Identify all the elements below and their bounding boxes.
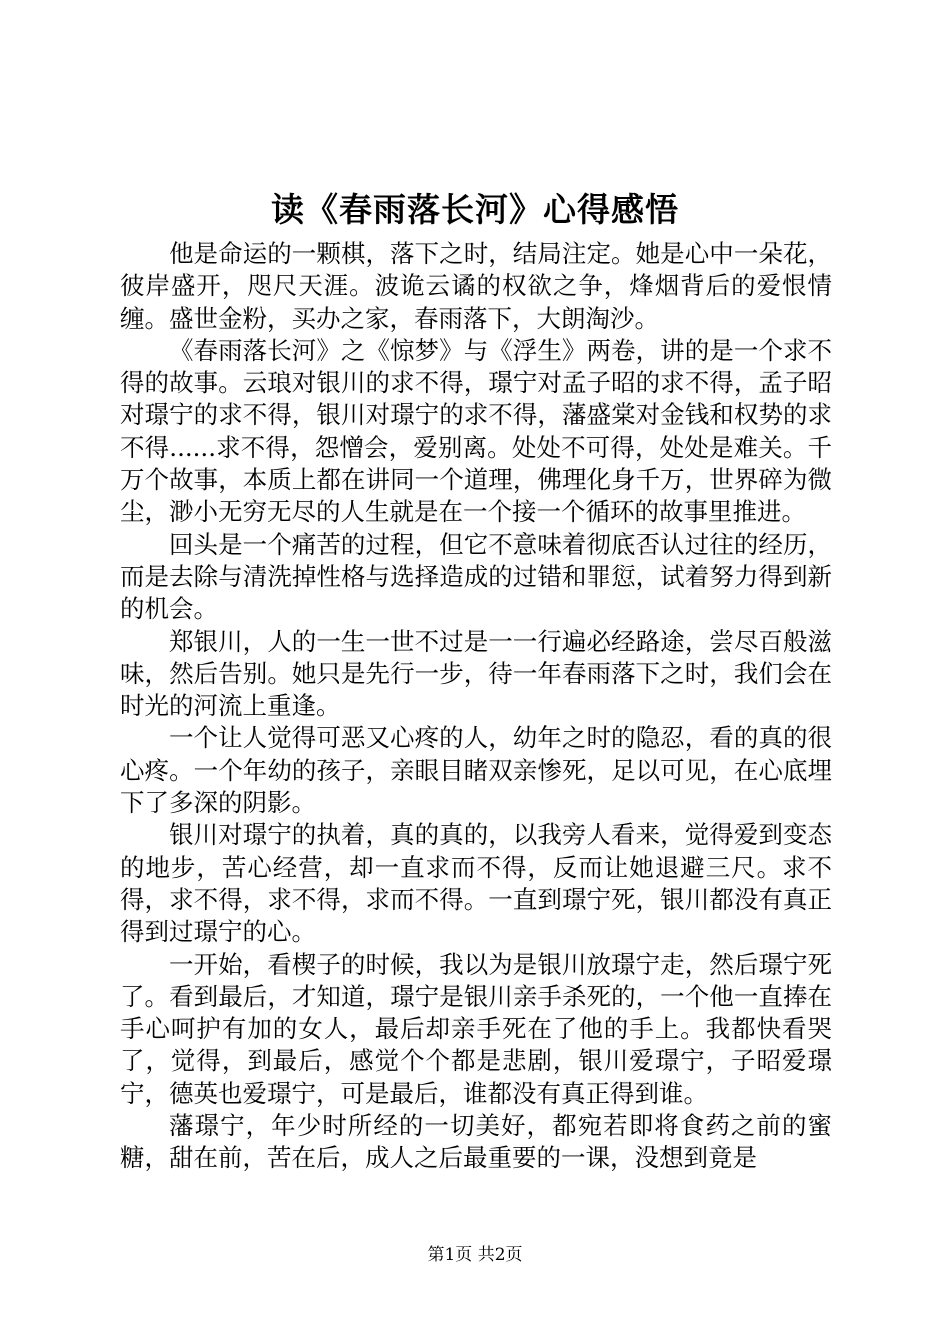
- paragraph: 《春雨落长河》之《惊梦》与《浮生》两卷，讲的是一个求不得的故事。云琅对银川的求不得，璟宁对孟子昭的求不得，孟子昭对璟宁的求不得，银川对璟宁的求不得，藩盛棠对金钱和权势的求不得......求不得，怨憎会，爱别离。处处不可得，处处是难关。千万个故事，本质上都在讲同一个道理，佛理化身千万，世界碎为微尘，渺小无穷无尽的人生就是在一个接一个循环的故事里推进。: [120, 335, 832, 527]
- paragraph: 回头是一个痛苦的过程，但它不意味着彻底否认过往的经历，而是去除与清洗掉性格与选择造成的过错和罪愆，试着努力得到新的机会。: [120, 529, 832, 624]
- paragraph: 一个让人觉得可恶又心疼的人，幼年之时的隐忍，看的真的很心疼。一个年幼的孩子，亲眼目睹双亲惨死，足以可见，在心底埋下了多深的阴影。: [120, 723, 832, 818]
- document-title: 读《春雨落长河》心得感悟: [271, 190, 679, 229]
- paragraph: 郑银川，人的一生一世不过是一一行遍必经路途，尝尽百般滋味，然后告别。她只是先行一步，待一年春雨落下之时，我们会在时光的河流上重逢。: [120, 626, 832, 721]
- page-number-footer: 第1页 共2页: [427, 1245, 523, 1265]
- paragraph: 一开始，看楔子的时候，我以为是银川放璟宁走，然后璟宁死了。看到最后，才知道，璟宁是银川亲手杀死的，一个他一直捧在手心呵护有加的女人，最后却亲手死在了他的手上。我都快看哭了，觉得，到最后，感觉个个都是悲剧，银川爱璟宁，子昭爱璟宁，德英也爱璟宁，可是最后，谁都没有真正得到谁。: [120, 949, 832, 1108]
- paragraph: 藩璟宁，年少时所经的一切美好，都宛若即将食药之前的蜜糖，甜在前，苦在后，成人之后最重要的一课，没想到竟是: [120, 1111, 832, 1173]
- paragraph: 银川对璟宁的执着，真的真的，以我旁人看来，觉得爱到变态的地步，苦心经营，却一直求而不得，反而让她退避三尺。求不得，求不得，求不得，求而不得。一直到璟宁死，银川都没有真正得到过璟宁的心。: [120, 820, 832, 947]
- document-body: [120, 238, 832, 1175]
- paragraph: 他是命运的一颗棋，落下之时，结局注定。她是心中一朵花，彼岸盛开，咫尺天涯。波诡云谲的权欲之争，烽烟背后的爱恨情缠。盛世金粉，买办之家，春雨落下，大朗淘沙。: [120, 239, 832, 333]
